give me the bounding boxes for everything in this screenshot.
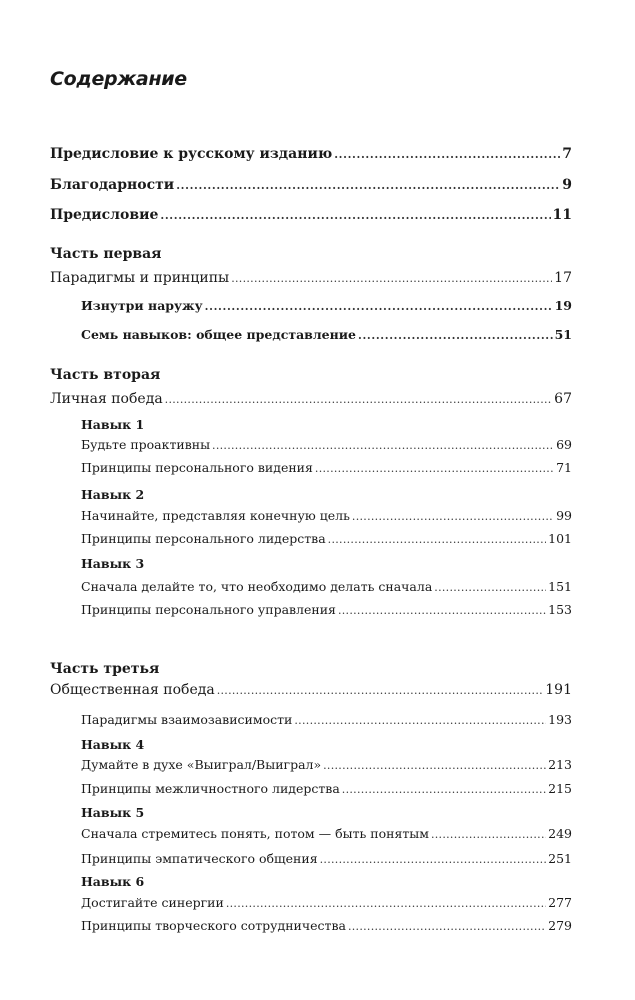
toc-entry-title: Принципы эмпатического общения <box>81 851 318 866</box>
toc-entry[interactable] <box>50 270 572 286</box>
toc-entry-title: Семь навыков: общее представление <box>81 327 356 342</box>
dot-leader <box>431 828 546 841</box>
toc-entry-page: 19 <box>554 298 572 313</box>
toc-entry[interactable] <box>81 826 572 841</box>
toc-entry[interactable] <box>50 682 572 698</box>
toc-entry-title: Личная победа <box>50 391 163 407</box>
skill-heading: Навык 2 <box>81 487 145 502</box>
skill-heading: Навык 4 <box>81 737 145 752</box>
toc-entry-title: Достигайте синергии <box>81 895 224 910</box>
toc-entry-page: 249 <box>548 826 572 841</box>
toc-entry-page: 251 <box>548 851 572 866</box>
toc-entry-page: 215 <box>548 781 572 796</box>
dot-leader <box>176 179 560 192</box>
toc-entry[interactable] <box>50 177 572 193</box>
dot-leader <box>328 533 546 546</box>
toc-entry-page: 153 <box>548 602 572 617</box>
toc-entry-title: Парадигмы взаимозависимости <box>81 712 293 727</box>
dot-leader <box>348 920 546 933</box>
toc-entry-title: Принципы творческого сотрудничества <box>81 918 346 933</box>
dot-leader <box>217 684 544 697</box>
toc-entry-page: 69 <box>556 437 572 452</box>
skill-heading: Навык 5 <box>81 805 145 820</box>
toc-entry-title: Принципы персонального управления <box>81 602 336 617</box>
toc-entry-page: 9 <box>562 177 572 193</box>
dot-leader <box>342 783 546 796</box>
toc-entry[interactable] <box>81 437 572 452</box>
dot-leader <box>358 329 553 342</box>
toc-entry[interactable] <box>81 895 572 910</box>
dot-leader <box>226 897 546 910</box>
dot-leader <box>320 853 547 866</box>
dot-leader <box>212 439 554 452</box>
toc-entry-title: Предисловие к русскому изданию <box>50 146 333 162</box>
toc-entry[interactable] <box>81 531 572 546</box>
part-heading: Часть вторая <box>50 367 161 383</box>
dot-leader <box>315 462 554 475</box>
toc-entry-title: Будьте проактивны <box>81 437 211 452</box>
toc-entry-title: Общественная победа <box>50 682 215 698</box>
toc-entry-title: Парадигмы и принципы <box>50 270 230 286</box>
toc-entry[interactable] <box>50 146 572 162</box>
toc-entry[interactable] <box>81 602 572 617</box>
toc-entry-title: Благодарности <box>50 177 175 193</box>
toc-entry[interactable] <box>81 327 572 342</box>
toc-entry-title: Предисловие <box>50 207 159 223</box>
toc-entry-page: 191 <box>545 682 572 698</box>
dot-leader <box>352 510 554 523</box>
toc-entry-page: 193 <box>548 712 572 727</box>
toc-entry-title: Принципы персонального лидерства <box>81 531 326 546</box>
page-title: Содержание <box>50 68 187 90</box>
toc-entry-title: Сначала стремитесь понять, потом — быть понятым <box>81 826 429 841</box>
toc-entry[interactable] <box>81 712 572 727</box>
toc-entry-title: Изнутри наружу <box>81 298 203 313</box>
toc-entry[interactable] <box>81 579 572 594</box>
skill-heading: Навык 6 <box>81 874 145 889</box>
toc-entry-title: Сначала делайте то, что необходимо делать сначала <box>81 579 433 594</box>
skill-heading: Навык 3 <box>81 556 145 571</box>
skill-heading: Навык 1 <box>81 417 145 432</box>
dot-leader <box>323 759 546 772</box>
dot-leader <box>338 604 546 617</box>
toc-entry-page: 67 <box>554 391 572 407</box>
toc-entry-page: 99 <box>556 508 572 523</box>
toc-entry-title: Принципы межличностного лидерства <box>81 781 340 796</box>
toc-entry-page: 151 <box>548 579 572 594</box>
dot-leader <box>434 581 546 594</box>
toc-entry-page: 213 <box>548 757 572 772</box>
toc-entry[interactable] <box>50 391 572 407</box>
part-heading: Часть третья <box>50 661 160 677</box>
dot-leader <box>165 393 553 406</box>
toc-entry-title: Принципы персонального видения <box>81 460 313 475</box>
toc-entry-page: 277 <box>548 895 572 910</box>
part-heading: Часть первая <box>50 246 162 262</box>
dot-leader <box>334 148 560 161</box>
toc-entry-page: 7 <box>562 146 572 162</box>
toc-entry[interactable] <box>81 918 572 933</box>
dot-leader <box>294 714 546 727</box>
toc-entry-page: 279 <box>548 918 572 933</box>
dot-leader <box>231 272 552 285</box>
dot-leader <box>205 300 553 313</box>
toc-entry[interactable] <box>81 298 572 313</box>
dot-leader <box>160 209 550 222</box>
toc-entry-page: 101 <box>548 531 572 546</box>
toc-entry[interactable] <box>81 508 572 523</box>
toc-entry[interactable] <box>81 460 572 475</box>
toc-entry-page: 17 <box>554 270 572 286</box>
toc-entry[interactable] <box>81 781 572 796</box>
toc-entry[interactable] <box>81 757 572 772</box>
toc-entry-page: 71 <box>556 460 572 475</box>
toc-entry-page: 51 <box>554 327 572 342</box>
toc-entry-title: Начинайте, представляя конечную цель <box>81 508 350 523</box>
toc-entry-page: 11 <box>552 207 572 223</box>
toc-entry[interactable] <box>50 207 572 223</box>
toc-entry-title: Думайте в духе «Выиграл/Выиграл» <box>81 757 322 772</box>
toc-entry[interactable] <box>81 851 572 866</box>
